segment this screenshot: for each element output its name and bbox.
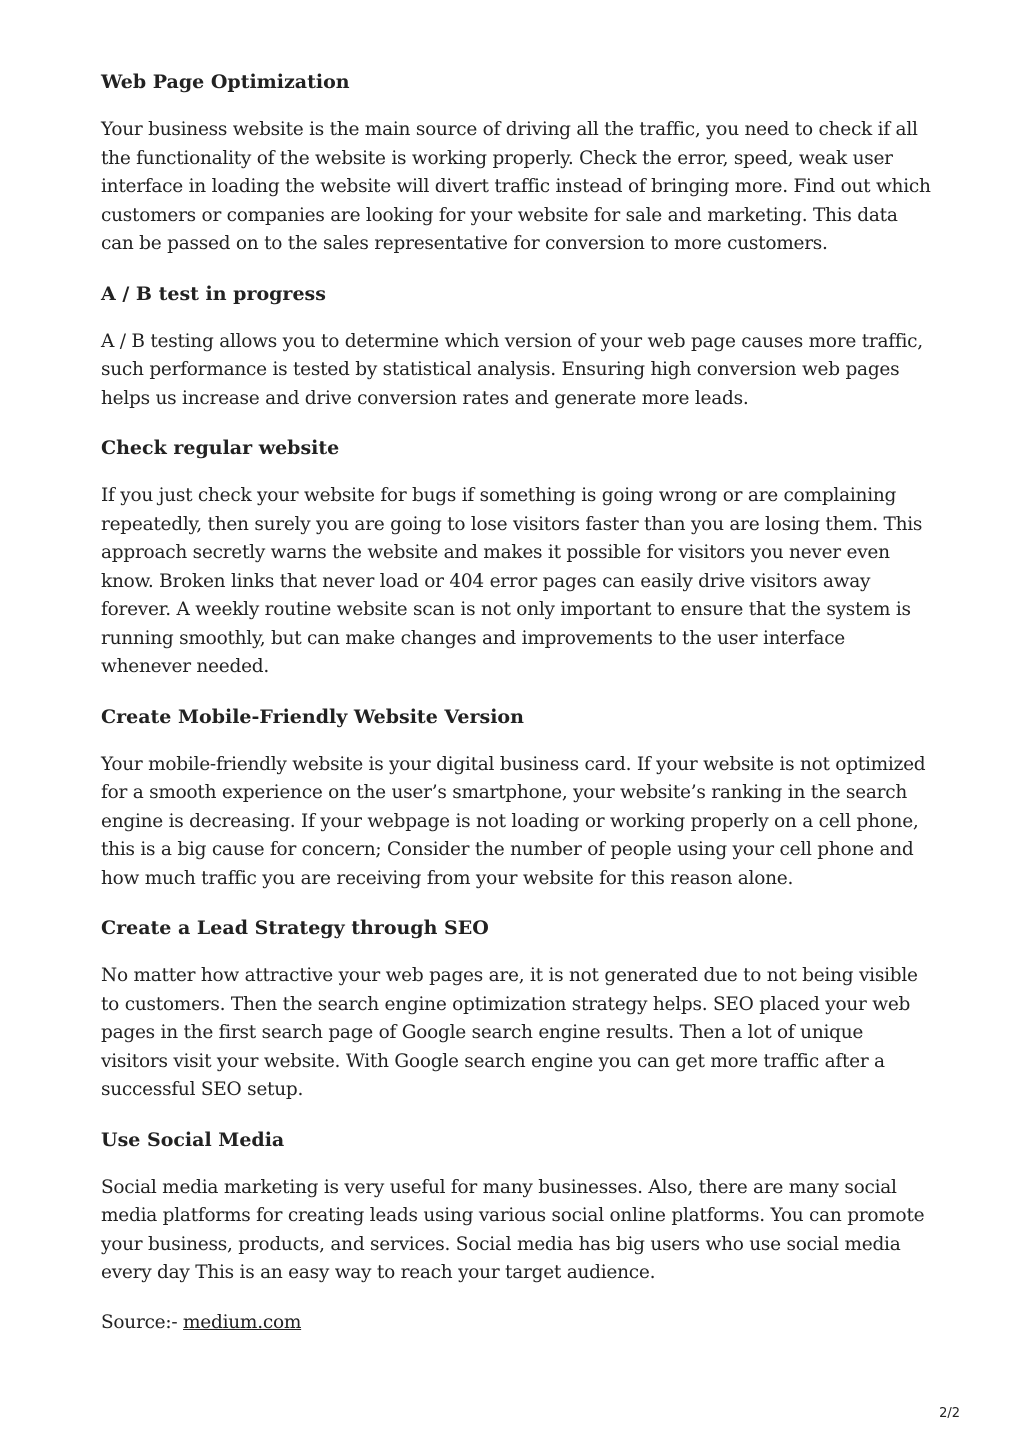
section-title-lead-strategy-seo: Create a Lead Strategy through SEO [101,917,489,939]
section-body-web-page-optimization: Your business website is the main source of driving all the traffic, you need to check if all the functionality of the website is working properly. Check the error, speed, weak user interface in loading the website will divert traffic instead of bringing more. Find out which customers or companies are looking for your website for sale and marketing. This data can be passed on to the sales representative for conversion to more customers. [101,119,931,254]
section-title-ab-test: A / B test in progress [101,282,326,305]
section-title-check-regular-website: Check regular website [101,437,340,459]
section-title-mobile-friendly: Create Mobile-Friendly Website Version [101,705,524,728]
source-line [101,1309,931,1338]
section-body-mobile-friendly: Your mobile-friendly website is your digital business card. If your website is not optimized for a smooth experience on the user’s smartphone, your website’s ranking in the search engine is decreasing. If your webpage is not loading or working properly on a cell phone, this is a big cause for concern; Consider the number of people using your cell phone and how much traffic you are receiving from your website for this reason alone. [101,753,926,889]
section-body-ab-test: A / B testing allows you to determine which version of your web page causes more traffic, such performance is tested by statistical analysis. Ensuring high conversion web pages helps us increase and drive conversion rates and generate more leads. [101,330,923,409]
section-body-check-regular-website: If you just check your website for bugs if something is going wrong or are complaining repeatedly, then surely you are going to lose visitors faster than you are losing them. This approach secretly warns the website and makes it possible for visitors you never even know. Broken links that never load or 404 error pages can easily drive visitors away forever. A weekly routine website scan is not only important to ensure that the system is running smoothly, but can make changes and improvements to the user interface whenever needed. [101,485,923,677]
section-body-social-media: Social media marketing is very useful for many businesses. Also, there are many social media platforms for creating leads using various social online platforms. You can promote your business, products, and services. Social media has big users who use social media every day This is an easy way to reach your target audience. [101,1176,925,1283]
source-label: Source:- [101,1311,183,1333]
page-number: 2/2 [939,1406,960,1421]
source-link[interactable]: medium.com [183,1311,302,1333]
section-title-web-page-optimization: Web Page Optimization [101,71,350,93]
document-page [101,68,931,1337]
section-body-lead-strategy-seo: No matter how attractive your web pages are, it is not generated due to not being visible to customers. Then the search engine optimization strategy helps. SEO placed your web pages in the first search page of Google search engine results. Then a lot of unique visitors visit your website. With Google search engine you can get more traffic after a successful SEO setup. [101,965,918,1100]
section-title-social-media: Use Social Media [101,1128,285,1151]
